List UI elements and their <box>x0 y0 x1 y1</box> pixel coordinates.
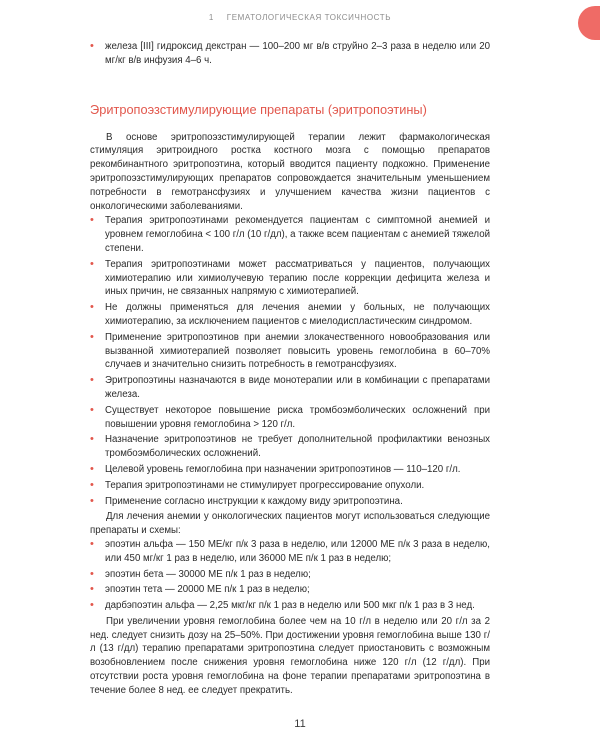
bullet-icon: • <box>90 567 94 580</box>
bullet-icon: • <box>90 330 94 343</box>
list-item-text: железа [III] гидроксид декстран — 100–200 мг в/в струйно 2–3 раза в неделю или 20 мг/кг в/в инфузия 4–6 ч. <box>105 41 490 66</box>
list-item-text: дарбэпоэтин альфа — 2,25 мкг/кг п/к 1 раз в неделю или 500 мкг п/к 1 раз в 3 нед. <box>105 600 475 612</box>
list-item <box>90 463 490 477</box>
list-item <box>90 479 490 493</box>
list-item-text: Применение согласно инструкции к каждому виду эритропоэтина. <box>105 495 403 507</box>
chapter-tab-marker <box>578 6 600 40</box>
bullet-icon: • <box>90 257 94 270</box>
list-item <box>90 374 490 402</box>
list-item <box>90 538 490 566</box>
list-item-text: Терапия эритропоэтинами не стимулирует прогрессирование опухоли. <box>105 479 425 491</box>
list-item <box>90 404 490 432</box>
bullet-icon: • <box>90 583 94 596</box>
intro-paragraph: В основе эритропоэзстимулирующей терапии лежит фармакологическая стимуляция эритроидного ростка костного мозга с помощью препаратов рекомбинантного эритропоэтина, который вводится пациенту подкожно. Применение эритропоэзстимулирующих препаратов сопровождается значительным уменьшением потребности в гемотрансфузиях и улучшением качества жизни пациентов с онкологическими заболеваниями. <box>90 131 490 212</box>
list-item <box>90 258 490 299</box>
list-item-text: Применение эритропоэтинов при анемии злокачественного новообразования или вызванной химиотерапией позволяет повысить уровень гемоглобина в 60–70% случаев и значительно снизить потребность в гемотрансфузиях. <box>105 331 490 371</box>
bullet-icon: • <box>90 494 94 507</box>
list-item-text: Целевой уровень гемоглобина при назначении эритропоэтинов — 110–120 г/л. <box>105 463 461 475</box>
list-item <box>90 40 490 68</box>
bullet-icon: • <box>90 403 94 416</box>
list-item-text: Эритропоэтины назначаются в виде монотерапии или в комбинации с препаратами железа. <box>105 375 490 400</box>
list-item-text: Существует некоторое повышение риска тромбоэмболических осложнений при повышении уровня гемоглобина > 120 г/л. <box>105 404 490 430</box>
bullet-icon: • <box>90 374 94 387</box>
bullet-icon: • <box>90 40 94 52</box>
intro-list <box>90 40 490 68</box>
final-paragraph: При увеличении уровня гемоглобина более чем на 10 г/л в неделю или 20 г/л за 2 нед. следует снизить дозу на 25–50%. При достижении уровня гемоглобина выше 130 г/л (13 г/дл) терапию препаратами эритропоэтина следует приостановить с возможным возобновлением после снижения уровня гемоглобина ниже 120 г/л (12 г/дл). При отсутствии роста уровня гемоглобина на фоне терапии препаратами эритропоэтина в течение более 8 нед. ее следует прекратить. <box>90 615 490 696</box>
schemes-paragraph: Для лечения анемии у онкологических пациентов могут использоваться следующие препараты и схемы: <box>90 511 490 537</box>
chapter-number: 1 <box>208 13 214 22</box>
list-item-text: эпоэтин тета — 20000 МЕ п/к 1 раз в неделю; <box>105 584 310 596</box>
recommendations-list <box>90 214 490 508</box>
section-title: Эритропоэзстимулирующие препараты (эритропоэтины) <box>90 101 427 117</box>
page-content <box>90 40 490 698</box>
bullet-icon: • <box>90 478 94 491</box>
chapter-title: ГЕМАТОЛОГИЧЕСКАЯ ТОКСИЧНОСТЬ <box>226 13 392 22</box>
list-item <box>90 568 490 582</box>
bullet-icon: • <box>90 599 94 612</box>
list-item-text: эпоэтин бета — 30000 МЕ п/к 1 раз в неделю; <box>105 568 311 580</box>
list-item <box>90 599 490 613</box>
list-item <box>90 433 490 461</box>
bullet-icon: • <box>90 301 94 314</box>
list-item <box>90 583 490 597</box>
bullet-icon: • <box>90 214 94 227</box>
list-item <box>90 301 490 329</box>
running-header <box>0 13 600 22</box>
bullet-icon: • <box>90 433 94 446</box>
bullet-icon: • <box>90 537 94 550</box>
bullet-icon: • <box>90 462 94 475</box>
schemes-list <box>90 538 490 613</box>
list-item-text: Терапия эритропоэтинами рекомендуется пациентам с симптомной анемией и уровнем гемоглобина < 100 г/л (10 г/дл), а также всем пациентам с анемией тяжелой степени. <box>105 215 490 254</box>
list-item <box>90 495 490 509</box>
list-item <box>90 331 490 372</box>
list-item-text: Не должны применяться для лечения анемии у больных, не получающих химиотерапию, за исключением пациентов с миелодиспластическим синдромом. <box>105 302 490 327</box>
list-item <box>90 214 490 255</box>
list-item-text: эпоэтин альфа — 150 МЕ/кг п/к 3 раза в неделю, или 12000 МЕ п/к 3 раза в неделю, или 450 мг/кг 1 раз в неделю, или 36000 МЕ п/к 1 раз в неделю; <box>105 538 490 564</box>
page-number: 11 <box>294 718 306 730</box>
list-item-text: Назначение эритропоэтинов не требует дополнительной профилактики венозных тромбоэмболических осложнений. <box>105 434 490 460</box>
list-item-text: Терапия эритропоэтинами может рассматриваться у пациентов, получающих химиотерапию или химиолучевую терапию после коррекции дефицита железа и иных причин, не связанных напрямую с химиотерапией. <box>105 258 490 298</box>
